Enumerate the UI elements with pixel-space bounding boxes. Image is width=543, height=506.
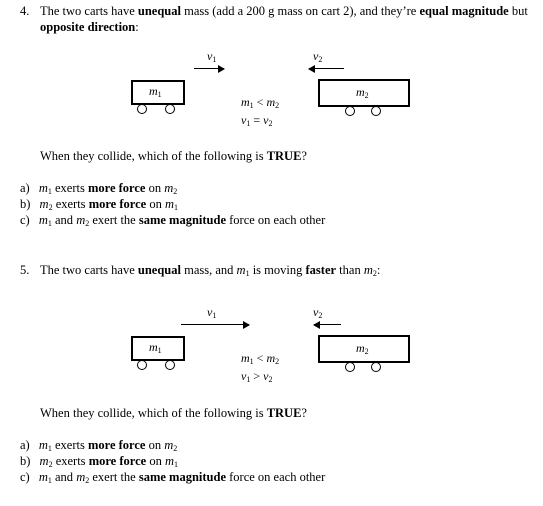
q5-v1-arrow-icon xyxy=(181,324,249,325)
q4-cart-1 xyxy=(131,80,185,105)
q4-cart-1-label: $m_1$ xyxy=(149,84,162,99)
q5-cart-2-label: $m_2$ xyxy=(356,341,369,356)
q4-option-b[interactable]: b) $m_2$ exerts more force on $m_1$ xyxy=(20,197,178,212)
q4-text-line2: opposite direction: xyxy=(40,20,139,34)
q5-v1-label: $v_1$ xyxy=(207,305,217,320)
q4-question: When they collide, which of the following is TRUE? xyxy=(40,149,307,163)
q5-option-c[interactable]: c) $m_1$ and $m_2$ exert the same magnitude force on each other xyxy=(20,470,326,485)
q5-v2-arrow-icon xyxy=(314,324,341,325)
q5-cart-1-wheel-left-icon xyxy=(137,360,147,370)
q5-question: When they collide, which of the following is TRUE? xyxy=(40,406,307,420)
q5-cart-1-label: $m_1$ xyxy=(149,340,162,355)
q5-cart-2-wheel-left-icon xyxy=(345,362,355,372)
q4-v2-label: $v_2$ xyxy=(313,49,323,64)
q5-cart-1-wheel-right-icon xyxy=(165,360,175,370)
q4-v2-arrow-icon xyxy=(309,68,344,69)
q5-option-b[interactable]: b) $m_2$ exerts more force on $m_1$ xyxy=(20,454,178,469)
q5-v2-label: $v_2$ xyxy=(313,305,323,320)
q4-number: 4. xyxy=(20,4,30,18)
q4-text-line1: The two carts have unequal mass (add a 200 g mass on cart 2), and they’re equal magnitude but xyxy=(40,4,528,18)
q5-velocity-relation: $v_1 > v_2$ xyxy=(241,369,273,384)
q5-option-a[interactable]: a) $m_1$ exerts more force on $m_2$ xyxy=(20,438,178,453)
q4-v1-arrow-icon xyxy=(194,68,224,69)
q4-option-a[interactable]: a) $m_1$ exerts more force on $m_2$ xyxy=(20,181,178,196)
q4-mass-relation: $m_1 < m_2$ xyxy=(241,95,280,110)
q4-cart-1-wheel-right-icon xyxy=(165,104,175,114)
q5-text-line1: The two carts have unequal mass, and $m_1$ is moving faster than $m_2$: xyxy=(40,263,381,278)
q4-cart-1-wheel-left-icon xyxy=(137,104,147,114)
q5-cart-2 xyxy=(318,335,410,363)
q5-number: 5. xyxy=(20,263,30,277)
q4-cart-2-wheel-left-icon xyxy=(345,106,355,116)
q5-cart-1 xyxy=(131,336,185,361)
q4-cart-2-label: $m_2$ xyxy=(356,85,369,100)
q5-cart-2-wheel-right-icon xyxy=(371,362,381,372)
q4-v1-label: $v_1$ xyxy=(207,49,217,64)
q4-cart-2-wheel-right-icon xyxy=(371,106,381,116)
q5-mass-relation: $m_1 < m_2$ xyxy=(241,351,280,366)
q4-cart-2 xyxy=(318,79,410,107)
q4-option-c[interactable]: c) $m_1$ and $m_2$ exert the same magnitude force on each other xyxy=(20,213,326,228)
q4-velocity-relation: $v_1 = v_2$ xyxy=(241,113,273,128)
